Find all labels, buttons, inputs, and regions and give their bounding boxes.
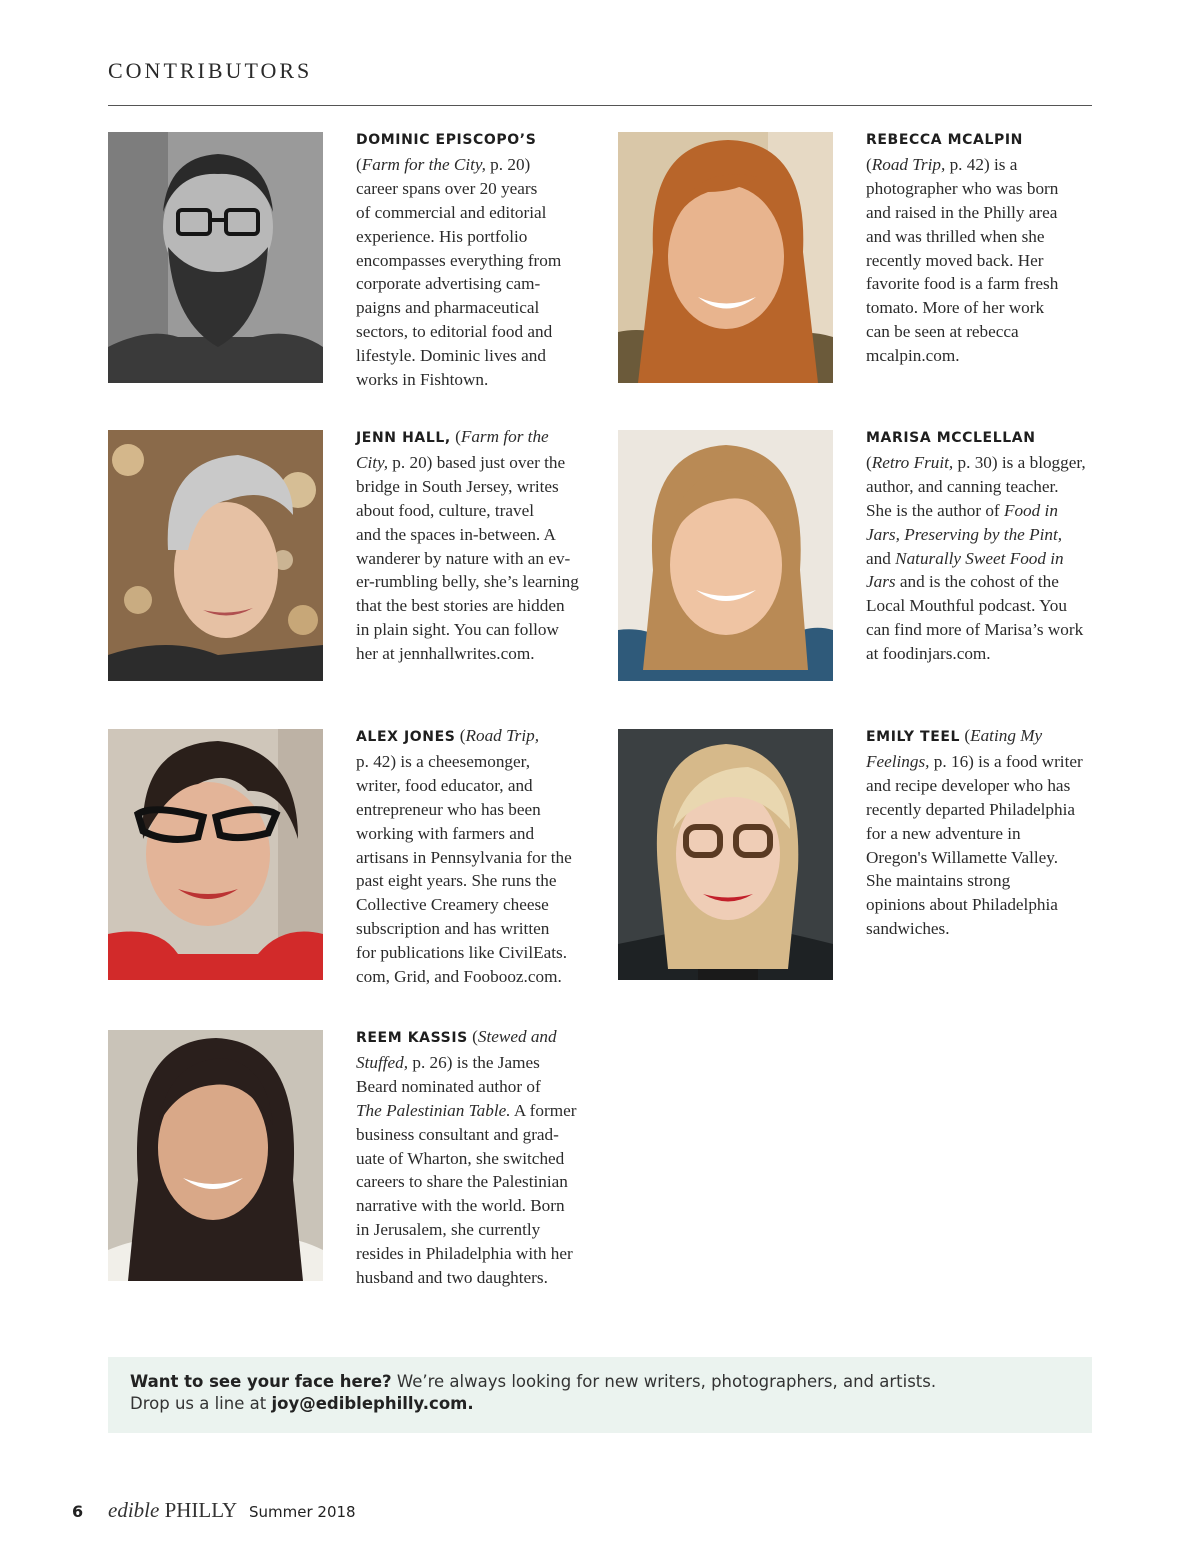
bio-line: wanderer by nature with an ev- [356, 548, 571, 568]
issue-label: Summer 2018 [249, 1503, 356, 1521]
page-number: 6 [72, 1502, 84, 1521]
book-title: Food in [1003, 500, 1058, 520]
bio-line: resides in Philadelphia with her [356, 1244, 573, 1264]
bio-line: sandwiches. [866, 919, 950, 939]
bio-line: careers to share the Palestinian [356, 1172, 568, 1192]
article-title: Stewed and [477, 1027, 557, 1046]
contributor-name: EMILY TEEL [866, 729, 961, 745]
bio-line: career spans over 20 years [356, 178, 538, 198]
bio-line: past eight years. She runs the [356, 871, 557, 891]
bio-line: works in Fishtown. [356, 370, 489, 390]
article-title: City, [356, 452, 388, 472]
cta-lead: Want to see your face here? [130, 1372, 392, 1391]
bio-line: encompasses everything from [356, 250, 562, 270]
article-title: Farm for the City, [361, 154, 486, 174]
bio-line: She is the author of [866, 500, 1000, 520]
page-title: CONTRIBUTORS [108, 58, 313, 83]
call-to-action-text [130, 1371, 936, 1415]
bio-line: bridge in South Jersey, writes [356, 476, 559, 496]
bio-line: working with farmers and [356, 823, 535, 843]
bio-line: and was thrilled when she [866, 226, 1045, 246]
article-title: Farm for the [460, 427, 549, 446]
bio-line: Collective Creamery cheese [356, 895, 549, 915]
bio-line: sectors, to editorial food and [356, 322, 553, 342]
bio-line: er-rumbling belly, she’s learning [356, 572, 579, 592]
contributor-bio-reem-kassis: REEM KASSIS (Stewed and Stuffed, p. 26) is the James Beard nominated author of The Palestinian Table. A former business consultant and grad- uate of Wharton, she switched careers to share the Palestinian narrative with the world. Born in Jerusalem, she currently resides in Philadelphia with her husband and two daughters. [356, 1025, 588, 1290]
bio-line: paigns and pharmaceutical [356, 298, 540, 318]
publication-name-italic: edible [108, 1498, 160, 1522]
bio-line: lifestyle. Dominic lives and [356, 346, 546, 366]
contributor-bio-marisa-mcclellan: MARISA MCCLELLAN (Retro Fruit, p. 30) is a blogger, author, and canning teacher. She is the author of Food in Jars, Preserving by the Pint, and Naturally Sweet Food in Jars and is the cohost of the Local Mouthful podcast. You can find more of Marisa’s work at foodinjars.com. [866, 425, 1098, 666]
bio-line: mcalpin.com. [866, 346, 960, 366]
article-title: Road Trip, [871, 154, 946, 174]
contributor-photo-emily-teel [618, 729, 833, 980]
bio-line: narrative with the world. Born [356, 1196, 565, 1216]
bio-line: of commercial and editorial [356, 202, 547, 222]
bio-line: Beard nominated author of [356, 1076, 541, 1096]
bio-line: p. 42) is a cheesemonger, [356, 751, 530, 771]
bio-line: Oregon's Willamette Valley. [866, 847, 1059, 867]
bio-line: for publications like CivilEats. [356, 943, 567, 963]
bio-line: and the spaces in-between. A [356, 524, 556, 544]
contributor-photo-rebecca-mcalpin [618, 132, 833, 383]
bio-line: can be seen at rebecca [866, 322, 1019, 342]
bio-line: and recipe developer who has [866, 775, 1071, 795]
publication-name-caps: PHILLY [164, 1498, 238, 1522]
contributor-photo-reem-kassis [108, 1030, 323, 1281]
bio-line: her at jennhallwrites.com. [356, 644, 535, 664]
bio-line: about food, culture, travel [356, 500, 535, 520]
bio-line: favorite food is a farm fresh [866, 274, 1059, 294]
contributor-bio-dominic-episcopo: DOMINIC EPISCOPO’S (Farm for the City, p. 20) career spans over 20 years of commercial and editorial experience. His portfolio encompasses everything from corporate advertising cam- paigns and pharmaceutical sectors, to editorial food and lifestyle. Dominic lives and works in Fishtown. [356, 127, 588, 392]
article-title: Road Trip, [465, 726, 540, 745]
bio-line: and is the cohost of the [899, 572, 1059, 592]
contributor-bio-jenn-hall: JENN HALL, (Farm for the City, p. 20) based just over the bridge in South Jersey, writes about food, culture, travel and the spaces in-between. A wanderer by nature with an ev- er-rumbling belly, she’s learning that the best stories are hidden in plain sight. You can follow her at jennhallwrites.com. [356, 425, 588, 666]
bio-line: tomato. More of her work [866, 298, 1045, 318]
contributor-name: REBECCA MCALPIN [866, 132, 1023, 148]
bio-line: for a new adventure in [866, 823, 1021, 843]
bio-line: entrepreneur who has been [356, 799, 541, 819]
contributor-photo-dominic-episcopo [108, 132, 323, 383]
bio-line: Local Mouthful podcast. You [866, 596, 1067, 616]
bio-line: p. 16) is a food writer [933, 751, 1083, 771]
contributor-photo-alex-jones [108, 729, 323, 980]
book-title: Jars, [866, 524, 900, 544]
bio-line: opinions about Philadelphia [866, 895, 1058, 915]
bio-line: in Jerusalem, she currently [356, 1220, 541, 1240]
contributor-photo-marisa-mcclellan [618, 430, 833, 681]
contributor-bio-rebecca-mcalpin: REBECCA MCALPIN (Road Trip, p. 42) is a photographer who was born and raised in the Philly area and was thrilled when she recently moved back. Her favorite food is a farm fresh tomato. More of her work can be seen at rebecca mcalpin.com. [866, 127, 1098, 368]
bio-line: A former [513, 1100, 577, 1120]
article-title: Eating My [970, 726, 1043, 745]
article-title: Retro Fruit, [871, 452, 954, 472]
bio-line: p. 20) [490, 154, 531, 174]
book-title: Preserving by the Pint, [904, 524, 1063, 544]
contributor-name: DOMINIC EPISCOPO’S [356, 132, 537, 148]
bio-line: in plain sight. You can follow [356, 620, 559, 640]
bio-line: She maintains strong [866, 871, 1011, 891]
article-title: Stuffed, [356, 1052, 409, 1072]
bio-line: subscription and has written [356, 919, 550, 939]
contributor-name: MARISA MCCLELLAN [866, 430, 1036, 446]
bio-line: experience. His portfolio [356, 226, 528, 246]
cta-email-link[interactable]: joy@ediblephilly.com. [271, 1394, 474, 1413]
cta-text-line: We’re always looking for new writers, photographers, and artists. [396, 1372, 937, 1391]
article-title: Feelings, [866, 751, 930, 771]
contributor-name: REEM KASSIS [356, 1030, 468, 1046]
bio-line: uate of Wharton, she switched [356, 1148, 565, 1168]
bio-line: author, and canning teacher. [866, 476, 1059, 496]
bio-line: corporate advertising cam- [356, 274, 541, 294]
contributor-photo-jenn-hall [108, 430, 323, 681]
bio-line: p. 30) is a blogger, [957, 452, 1086, 472]
bio-line: husband and two daughters. [356, 1268, 548, 1288]
contributor-name: ALEX JONES [356, 729, 456, 745]
contributor-bio-alex-jones: ALEX JONES (Road Trip, p. 42) is a cheesemonger, writer, food educator, and entrepreneur who has been working with farmers and artisans in Pennsylvania for the past eight years. She runs the Collective Creamery cheese subscription and has written for publications like CivilEats. com, Grid, and Foobooz.com. [356, 724, 588, 989]
book-title: Naturally Sweet Food in [895, 548, 1064, 568]
bio-line: at foodinjars.com. [866, 644, 991, 664]
bio-line: that the best stories are hidden [356, 596, 565, 616]
bio-line: business consultant and grad- [356, 1124, 559, 1144]
bio-line: can find more of Marisa’s work [866, 620, 1084, 640]
contributor-name: JENN HALL, [356, 430, 451, 446]
publication-name [108, 1498, 237, 1523]
bio-line: writer, food educator, and [356, 775, 533, 795]
bio-line: artisans in Pennsylvania for the [356, 847, 572, 867]
bio-line: and raised in the Philly area [866, 202, 1058, 222]
bio-line: p. 42) is a [949, 154, 1018, 174]
bio-line: photographer who was born [866, 178, 1059, 198]
contributor-bio-emily-teel: EMILY TEEL (Eating My Feelings, p. 16) is a food writer and recipe developer who has recently departed Philadelphia for a new adventure in Oregon's Willamette Valley. She maintains strong opinions about Philadelphia sandwiches. [866, 724, 1098, 941]
bio-line: recently departed Philadelphia [866, 799, 1076, 819]
bio-line: p. 20) based just over the [392, 452, 566, 472]
header-rule [108, 105, 1092, 106]
bio-line: recently moved back. Her [866, 250, 1044, 270]
bio-line: and [866, 548, 891, 568]
cta-text-line: Drop us a line at [130, 1394, 267, 1413]
book-title: Jars [866, 572, 896, 592]
book-title: The Palestinian Table. [356, 1100, 511, 1120]
bio-line: com, Grid, and Foobooz.com. [356, 967, 562, 987]
bio-line: p. 26) is the James [412, 1052, 540, 1072]
call-to-action-box [108, 1357, 1092, 1433]
